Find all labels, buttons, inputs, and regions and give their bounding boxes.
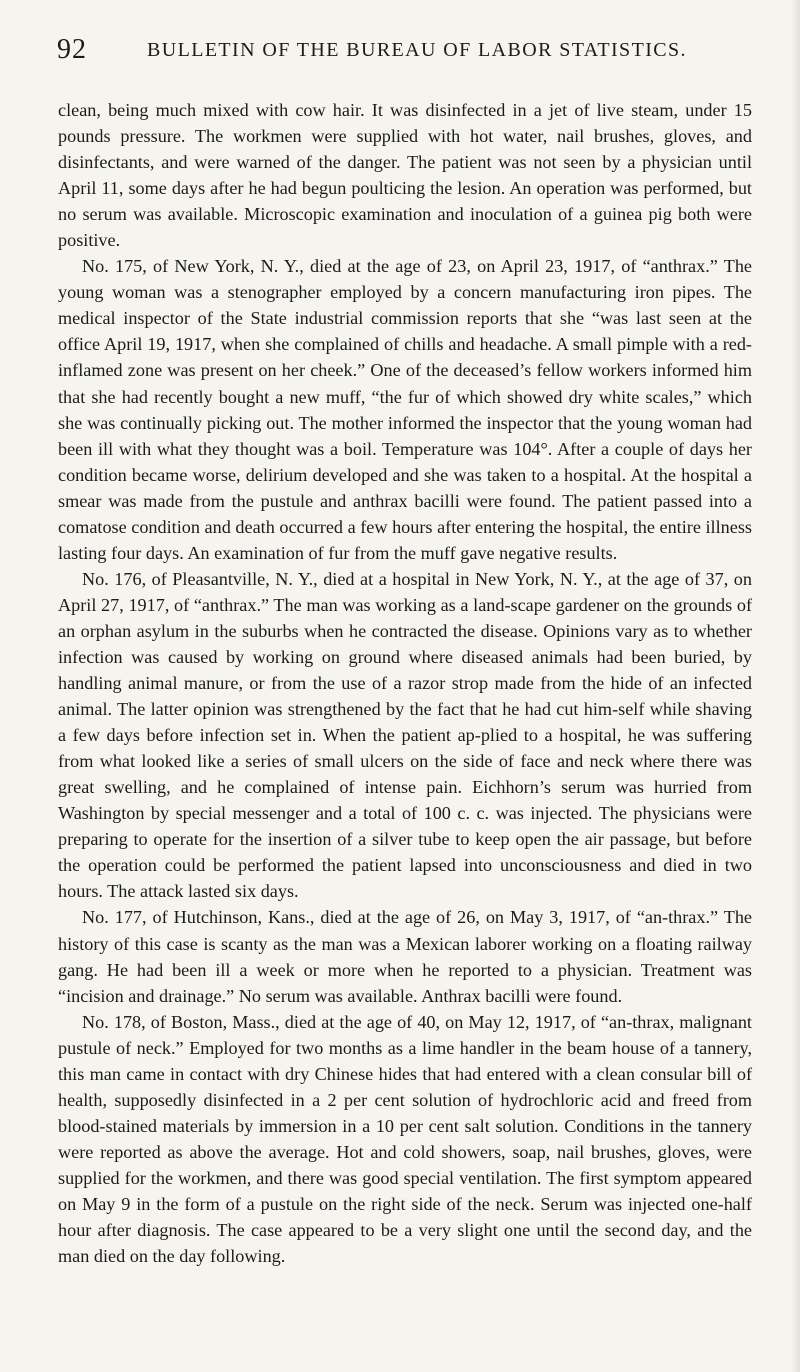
paragraph-case-175: No. 175, of New York, N. Y., died at the age of 23, on April 23, 1917, of “anthrax.” The young woman was a stenographer employed by a concern manufacturing iron pipes. The medical inspector of the State industrial commission reports that she “was last seen at the office April 19, 1917, when she complained of chills and headache. A small pimple with a red-inflamed zone was present on her cheek.” One of the deceased’s fellow workers informed him that she had recently bought a new muff, “the fur of which showed dry white scales,” which she was continually picking out. The mother informed the inspector that the young woman had been ill with what they thought was a boil. Temperature was 104°. After a couple of days her condition became worse, delirium developed and she was taken to a hospital. At the hospital a smear was made from the pustule and anthrax bacilli were found. The patient passed into a comatose condition and death occurred a few hours after entering the hospital, the entire illness lasting four days. An examination of fur from the muff gave negative results. [58, 256, 752, 563]
paragraph-case-176: No. 176, of Pleasantville, N. Y., died at a hospital in New York, N. Y., at the age of 37, on April 27, 1917, of “anthrax.” The man was working as a land-scape gardener on the grounds of an orphan asylum in the suburbs when he contracted the disease. Opinions vary as to whether infection was caused by working on ground where diseased animals had been buried, by handling animal manure, or from the use of a razor strop made from the hide of an infected animal. The latter opinion was strengthened by the fact that he had cut him-self while shaving a few days before infection set in. When the patient ap-plied to a hospital, he was suffering from what looked like a series of small ulcers on the side of face and neck where there was great swelling, and he complained of intense pain. Eichhorn’s serum was hurried from Washington by special messenger and a total of 100 c. c. was injected. The physicians were preparing to operate for the insertion of a silver tube to keep open the air passage, but before the operation could be performed the patient lapsed into unconsciousness and died in two hours. The attack lasted six days. [58, 568, 752, 902]
page-header [57, 34, 747, 74]
running-head: BULLETIN OF THE BUREAU OF LABOR STATISTICS. [147, 39, 687, 61]
paragraph-case-178: No. 178, of Boston, Mass., died at the age of 40, on May 12, 1917, of “an-thrax, malignant pustule of neck.” Employed for two months as a lime handler in the beam house of a tannery, this man came in contact with dry Chinese hides that had entered with a clean consular bill of health, supposedly disinfected in a 2 per cent solution of hydrochloric acid and freed from blood-stained materials by immersion in a 10 per cent salt solution. Conditions in the tannery were reported as above the average. Hot and cold showers, soap, nail brushes, gloves, were supplied for the workmen, and there was good special ventilation. The first symptom appeared on May 9 in the form of a pustule on the right side of the neck. Serum was injected one-half hour after diagnosis. The case appeared to be a very slight one until the second day, and the man died on the day following. [58, 1011, 752, 1267]
paragraph-continuation: clean, being much mixed with cow hair. It was disinfected in a jet of live steam, under 15 pounds pressure. The workmen were supplied with hot water, nail brushes, gloves, and disinfectants, and were warned of the danger. The patient was not seen by a physician until April 11, some days after he had begun poulticing the lesion. An operation was performed, but no serum was available. Microscopic examination and inoculation of a guinea pig both were positive. [58, 100, 752, 251]
page-number: 92 [57, 34, 87, 65]
body-text [58, 97, 752, 1269]
paragraph-case-177: No. 177, of Hutchinson, Kans., died at the age of 26, on May 3, 1917, of “an-thrax.” The history of this case is scanty as the man was a Mexican laborer working on a floating railway gang. He had been ill a week or more when he reported to a physician. Treatment was “incision and drainage.” No serum was available. Anthrax bacilli were found. [58, 907, 752, 1006]
page-edge-shadow [790, 0, 800, 1372]
